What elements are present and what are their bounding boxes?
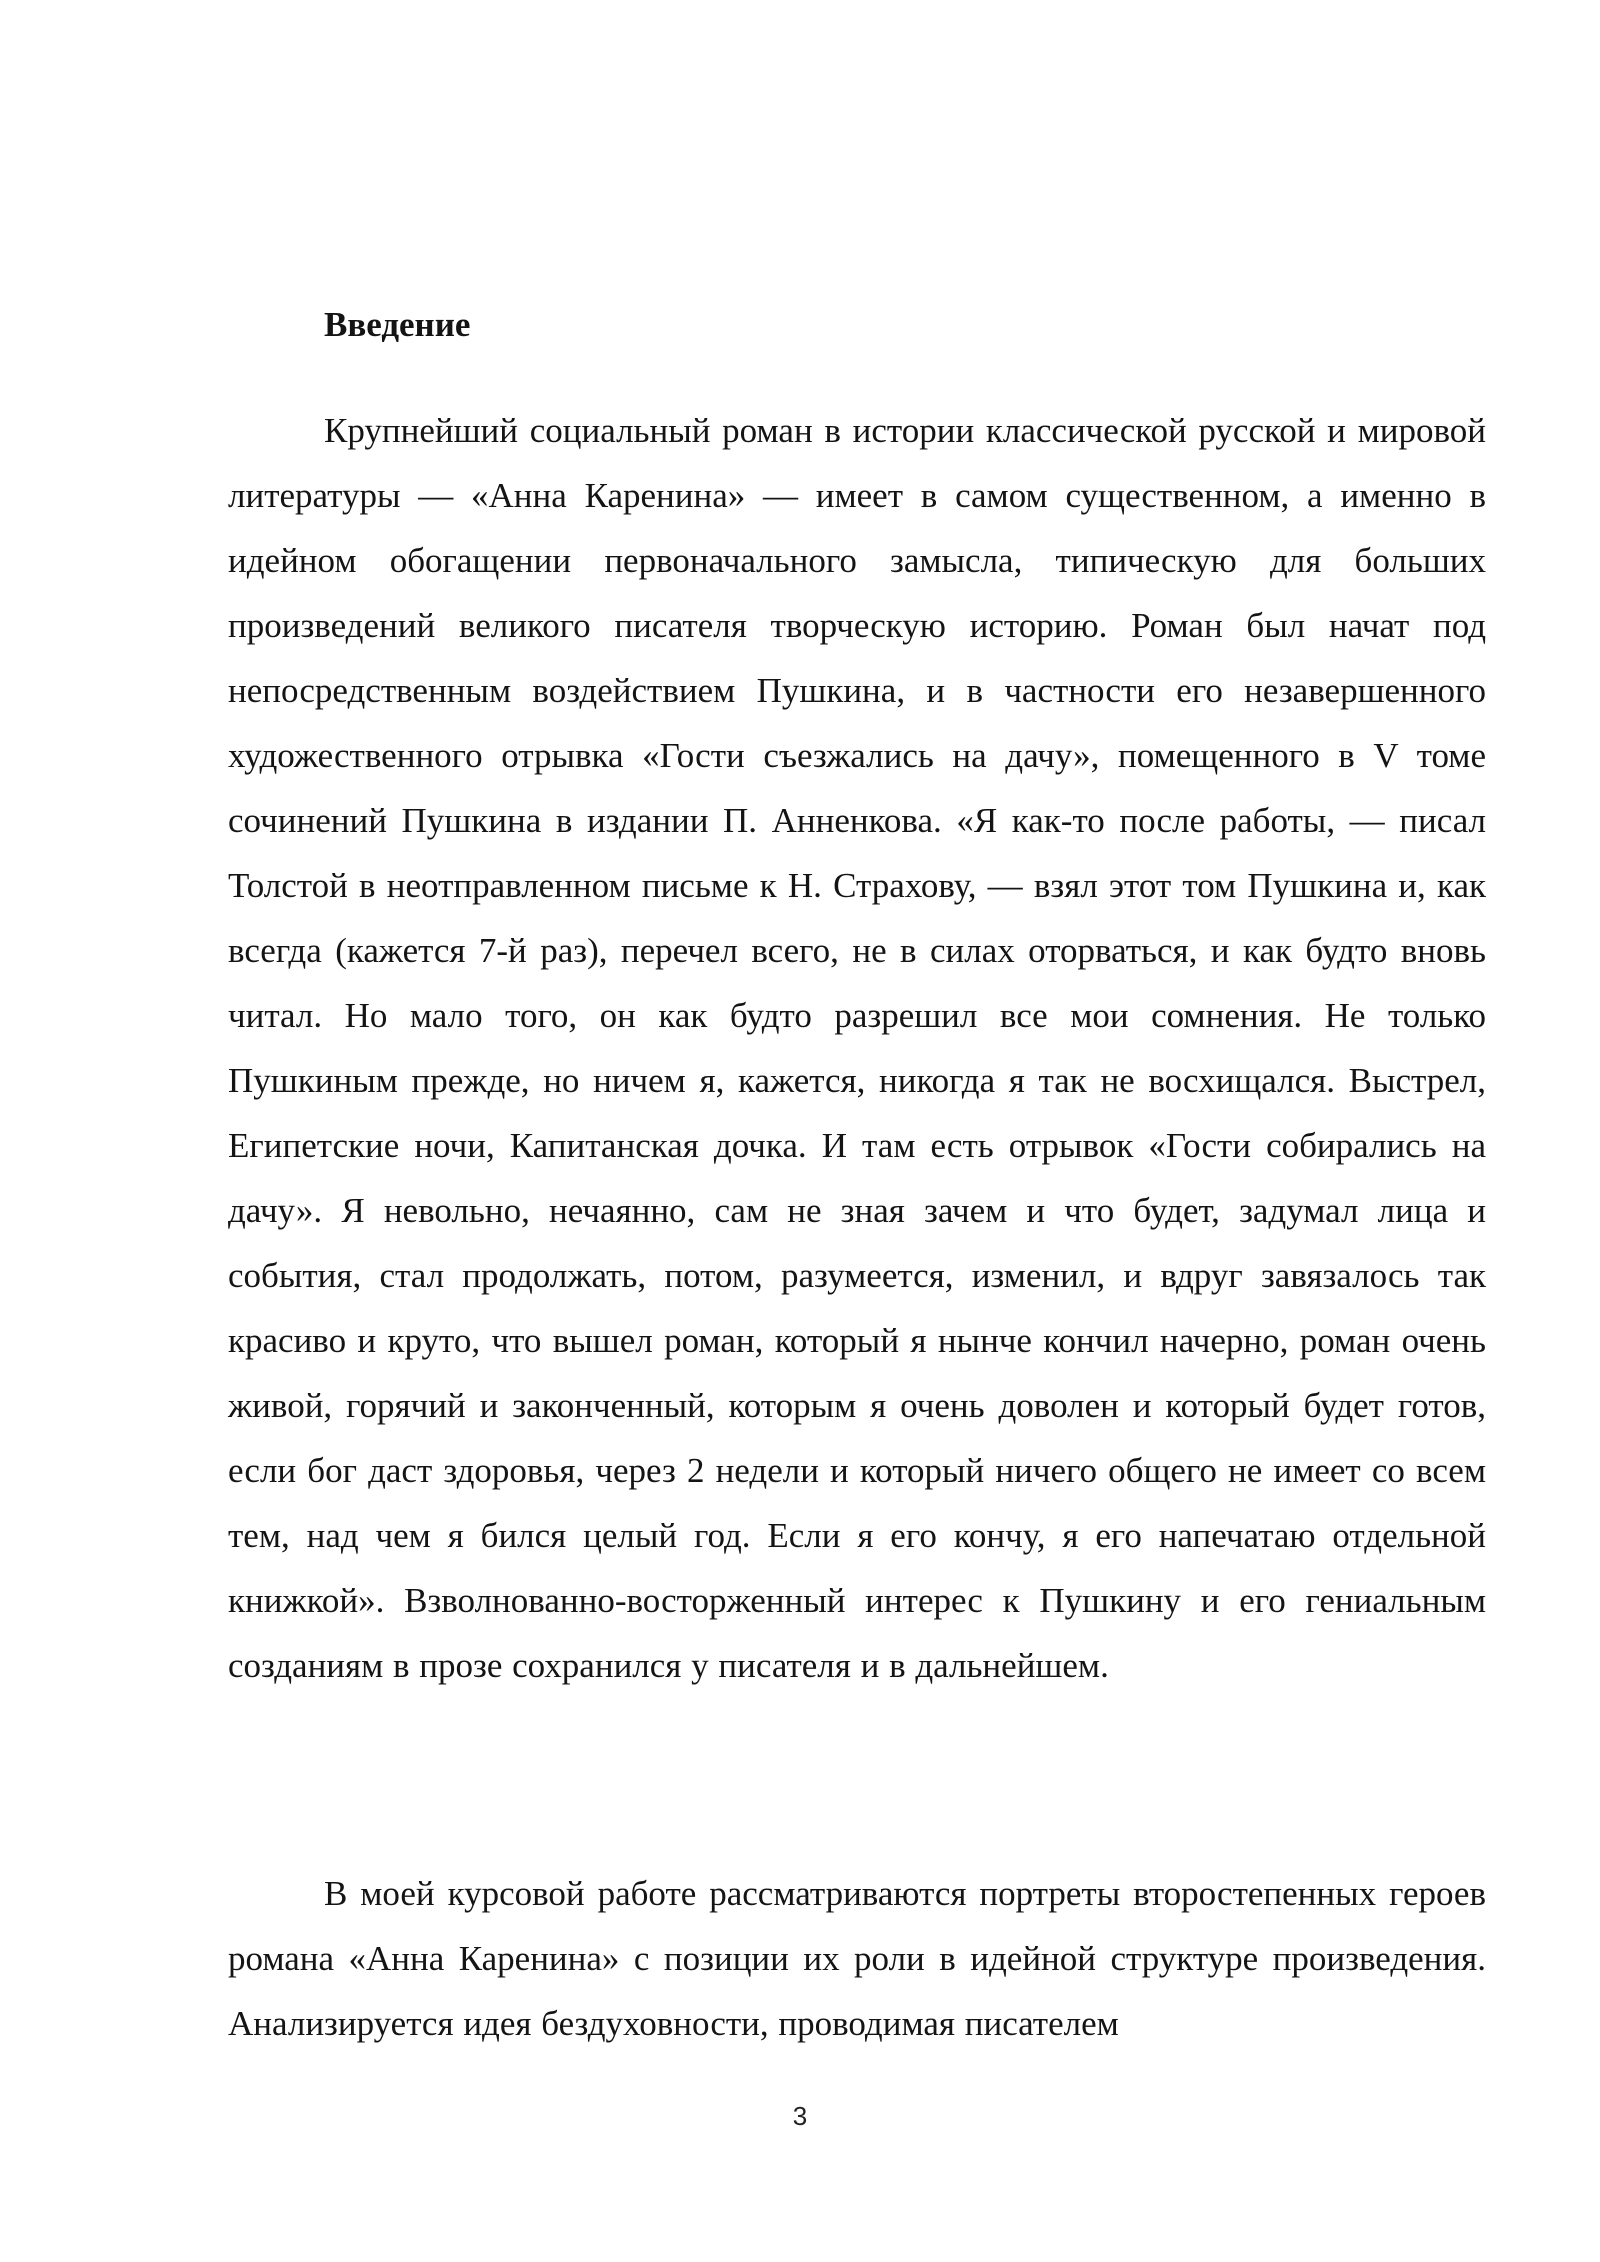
paragraph-coursework: В моей курсовой работе рассматриваются портреты второстепенных героев романа «Анна Каренина» с позиции их роли в идейной структуре произведения. Анализируется идея бездуховности, проводимая писателем bbox=[228, 1874, 1486, 2043]
page-number: 3 bbox=[792, 2101, 808, 2131]
section-heading: Введение bbox=[324, 305, 471, 344]
paragraph-intro: Крупнейший социальный роман в истории классической русской и мировой литературы — «Анна Каренина» — имеет в самом существенном, а именно в идейном обогащении первоначального замысла, типическую для больших произведений великого писателя творческую историю. Роман был начат под непосредственным воздействием Пушкина, и в частности его незавершенного художественного отрывка «Гости съезжались на дачу», помещенного в V томе сочинений Пушкина в издании П. Анненкова. «Я как-то после работы, — писал Толстой в неотправленном письме к Н. Страхову, — взял этот том Пушкина и, как всегда (кажется 7-й раз), перечел всего, не в силах оторваться, и как будто вновь читал. Но мало того, он как будто разрешил все мои сомнения. Не только Пушкиным прежде, но ничем я, кажется, никогда я так не восхищался. Выстрел, Египетские ночи, Капитанская дочка. И там есть отрывок «Гости собирались на дачу». Я невольно, нечаянно, сам не зная зачем и что будет, задумал лица и события, стал продолжать, потом, разумеется, изменил, и вдруг завязалось так красиво и круто, что вышел роман, который я нынче кончил начерно, роман очень живой, горячий и законченный, которым я очень доволен и который будет готов, если бог даст здоровья, через 2 недели и который ничего общего не имеет со всем тем, над чем я бился целый год. Если я его кончу, я его напечатаю отдельной книжкой». Взволнованно-восторженный интерес к Пушкину и его гениальным созданиям в прозе сохранился у писателя и в дальнейшем. bbox=[228, 411, 1486, 1685]
